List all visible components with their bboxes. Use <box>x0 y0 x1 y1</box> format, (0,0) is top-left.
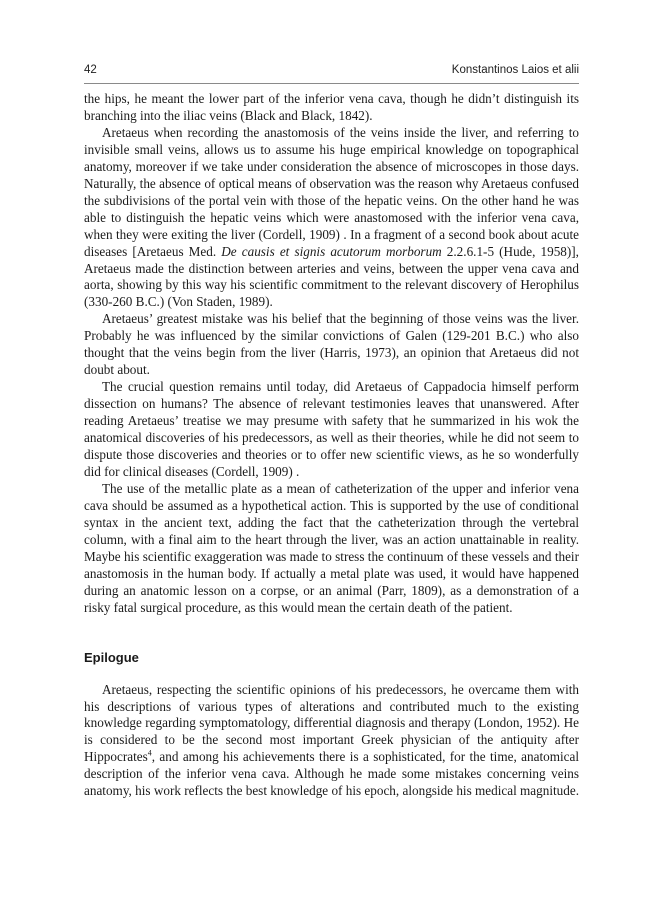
paragraph-3: Aretaeus’ greatest mistake was his belief that the beginning of those veins was the liver. Probably he was influenced by the similar convictions of Galen (129-201 B.C.) who also thought that the veins begin from the liver (Harris, 1973), an opinion that Aretaeus did not doubt about. <box>84 311 579 378</box>
paragraph-2-part-b: 2.2.6.1-5 (Hude, 1958)], Aretaeus made the distinction between arteries and veins, between the upper vena cava and aorta, showing by this way his scientific commitment to the relevant discovery of Herophilus (330-260 B.C.) (Von Staden, 1989). <box>84 243 579 310</box>
epilogue-part-a: Aretaeus, respecting the scientific opinions of his predecessors, he overcame them with his descriptions of various types of alterations and contributed much to the existing knowledge regarding symptomatology, differential diagnosis and therapy (London, 1952). He is considered to be the second most important Greek physician of the antiquity after Hippocrates <box>84 681 579 765</box>
epilogue-section <box>84 682 579 801</box>
page-number: 42 <box>84 64 97 76</box>
section-title-epilogue: Epilogue <box>84 649 139 665</box>
epilogue-paragraph <box>84 682 579 801</box>
page <box>84 64 579 800</box>
running-title: Konstantinos Laios et alii <box>451 64 579 76</box>
paragraph-2-part-a: Aretaeus when recording the anastomosis of the veins inside the liver, and referring to invisible small veins, allows us to assume his huge empirical knowledge on topographical anatomy, moreover if we take under consideration the absence of microscopes in those days. Naturally, the absence of optical means of observation was the reason why Aretaeus confused the subdivisions of the portal vein with those of the hepatic veins. On the other hand he was able to distinguish the hepatic veins which were anastomosed with the inferior vena cava, when they were exiting the liver (Cordell, 1909) . In a fragment of a second book about acute diseases [Aretaeus Med. <box>84 124 579 259</box>
body-text <box>84 91 579 617</box>
paragraph-4: The crucial question remains until today, did Aretaeus of Cappadocia himself perform dissection on humans? The absence of relevant testimonies leaves that unanswered. After reading Aretaeus’ treatise we may presume with safety that he summarized in his wok the anatomical discoveries of his predecessors, as well as their theories, while he did not seem to dispute those discoveries and theories or to offer new scientific views, as he so wonderfully did for clinical diseases (Cordell, 1909) . <box>84 379 579 479</box>
paragraph-1: the hips, he meant the lower part of the inferior vena cava, though he didn’t distinguish its branching into the iliac veins (Black and Black, 1842). <box>84 91 579 123</box>
latin-title: De causis et signis acutorum morborum <box>221 243 442 259</box>
epilogue-part-b: , and among his achievements there is a sophisticated, for the time, anatomical description of the inferior vena cava. Although he made some mistakes concerning veins anatomy, his work reflects the best knowledge of his epoch, alongside his medical magnitude. <box>84 749 580 799</box>
paragraph-2 <box>84 125 579 311</box>
paragraph-5: The use of the metallic plate as a mean of catheterization of the upper and inferior vena cava should be assumed as a hypothetical action. This is supported by the use of conditional syntax in the ancient text, adding the fact that the catheterization through the vertebral column, with a final aim to the heart through the liver, was an action unattainable in reality. Maybe his scientific exaggeration was made to stress the continuum of these vessels and their anastomosis in the human body. If actually a metal plate was used, it would have happened during an anatomic lesson on a corpse, or an animal (Parr, 1809), as a demonstration of a risky fatal surgical procedure, as this would mean the certain death of the patient. <box>84 480 579 615</box>
footnote-marker[interactable]: 4 <box>147 748 152 758</box>
running-head <box>84 64 579 84</box>
